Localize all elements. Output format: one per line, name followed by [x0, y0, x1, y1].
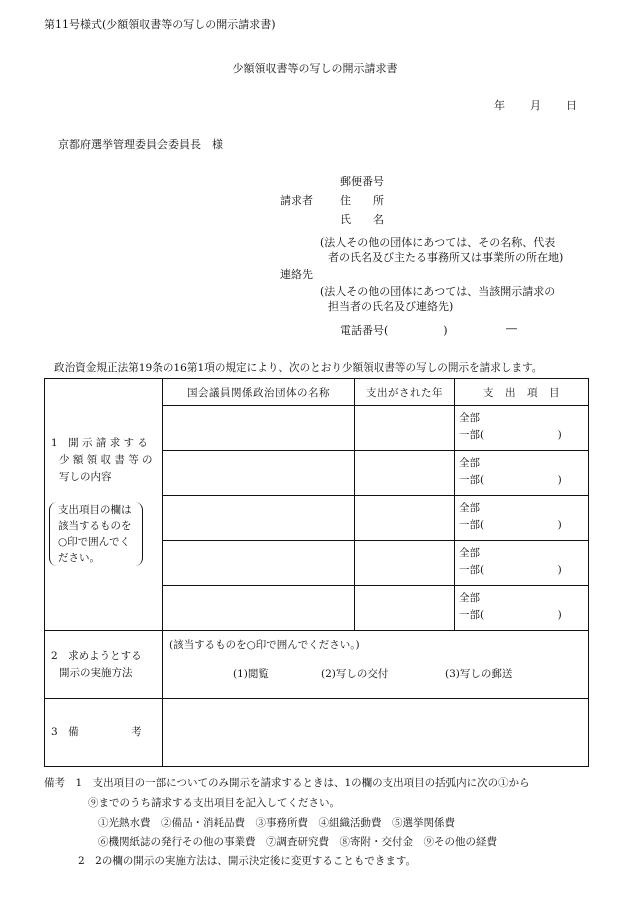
requester-label: 請求者: [280, 194, 313, 207]
remarks-line-3: ①光熱水費 ②備品・消耗品費 ③事務所費 ④組織活動費 ⑤選挙関係費: [98, 817, 455, 829]
expense-item-field[interactable]: 全部 一部( ): [455, 541, 589, 586]
remarks-line-2: ⑨までのうち請求する支出項目を記入してください。: [88, 797, 340, 809]
remarks-line-4: ⑥機関紙誌の発行その他の事業費 ⑦調査研究費 ⑧寄附・交付金 ⑨その他の経費: [98, 836, 497, 848]
phone-label: 電話番号( ): [340, 324, 448, 337]
expense-item-field[interactable]: 全部 一部( ): [455, 586, 589, 631]
remarks-field[interactable]: [163, 699, 589, 767]
address-label: 住 所: [340, 194, 384, 207]
header-expense-items: 支 出 項 目: [455, 379, 589, 406]
method-instruction: (該当するものを○印で囲んでください。): [169, 639, 360, 651]
year-field[interactable]: [355, 541, 455, 586]
header-group-name: 国会議員関係政治団体の名称: [163, 379, 355, 406]
contact-note-2: 担当者の氏名及び連絡先): [328, 300, 454, 313]
group-name-field[interactable]: [163, 406, 355, 451]
date-day: 日: [566, 99, 577, 112]
page-title: 少額領収書等の写しの開示請求書: [232, 62, 398, 75]
request-table: [44, 378, 589, 767]
method-cell: [163, 631, 589, 699]
row3-label-cell: 3 備 考: [45, 699, 163, 767]
row2-label-cell: 2 求めようとする 開示の実施方法: [45, 631, 163, 699]
row1-label-line1: 1 開 示 請 求 す る: [51, 437, 148, 449]
form-number: 第11号様式(少額領収書等の写しの開示請求書): [44, 18, 276, 31]
name-label: 氏 名: [340, 213, 384, 226]
addressee: 京都府選挙管理委員会委員長 様: [58, 138, 223, 151]
postal-code-label: 郵便番号: [340, 175, 384, 188]
row1-label-line2: 少 額 領 収 書 等 の: [59, 454, 153, 466]
group-name-field[interactable]: [163, 496, 355, 541]
contact-note-1: (法人その他の団体にあつては、当該開示請求の: [320, 285, 556, 298]
group-name-field[interactable]: [163, 586, 355, 631]
method-copy-mail[interactable]: (3)写しの郵送: [445, 668, 513, 680]
expense-item-field[interactable]: 全部 一部( ): [455, 496, 589, 541]
intro-text: 政治資金規正法第19条の16第1項の規定により、次のとおり少額領収書等の写しの開示を請求します。: [54, 362, 543, 374]
requester-note-1: (法人その他の団体にあつては、その名称、代表: [320, 236, 556, 249]
remarks-line-1: 備考 1 支出項目の一部についてのみ開示を請求するときは、1の欄の支出項目の括弧内に次の①から: [44, 777, 530, 789]
requester-note-2: 者の氏名及び主たる事務所又は事業所の所在地): [328, 251, 564, 264]
year-field[interactable]: [355, 451, 455, 496]
year-field[interactable]: [355, 406, 455, 451]
row1-label-line3: 写しの内容: [59, 471, 112, 483]
group-name-field[interactable]: [163, 451, 355, 496]
date-year: 年: [494, 99, 505, 112]
phone-dash: ―: [506, 322, 517, 335]
method-view[interactable]: (1)閲覧: [233, 668, 269, 680]
date-month: 月: [530, 99, 541, 112]
method-copy-delivery[interactable]: (2)写しの交付: [321, 668, 389, 680]
header-year: 支出がされた年: [355, 379, 455, 406]
expense-item-field[interactable]: 全部 一部( ): [455, 451, 589, 496]
year-field[interactable]: [355, 586, 455, 631]
remarks-line-5: 2 2の欄の開示の実施方法は、開示決定後に変更することもできます。: [78, 855, 417, 867]
year-field[interactable]: [355, 496, 455, 541]
group-name-field[interactable]: [163, 541, 355, 586]
expense-item-field[interactable]: 全部 一部( ): [455, 406, 589, 451]
row1-label-cell: [45, 379, 163, 631]
row1-note: 支出項目の欄は 該当するものを ○印で囲んでく ださい。: [49, 502, 143, 566]
contact-label: 連絡先: [280, 268, 313, 281]
